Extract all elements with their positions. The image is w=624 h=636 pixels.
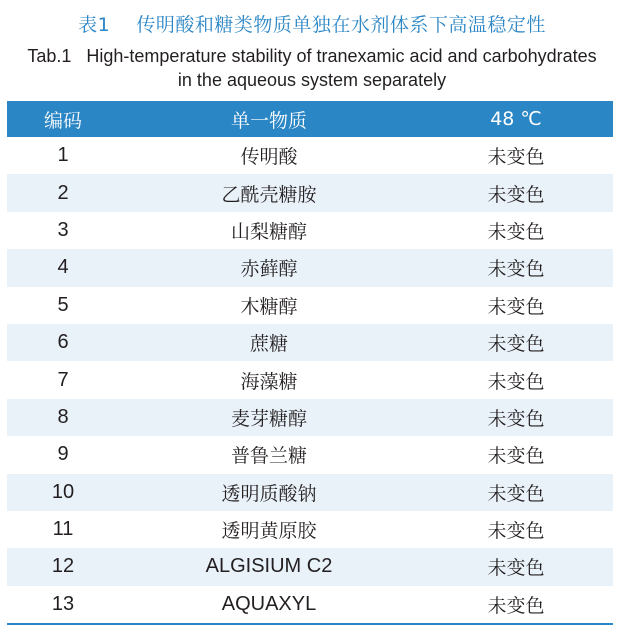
cell-code: 6 — [7, 324, 119, 361]
header-row — [7, 101, 613, 137]
cell-code: 1 — [57, 144, 69, 167]
cell-code: 9 — [57, 443, 69, 466]
cell-result: 未变色 — [487, 220, 545, 243]
cell-substance: AQUAXYL — [221, 592, 317, 615]
header-code: 编码 — [7, 101, 119, 137]
table-row — [7, 511, 613, 548]
cell-code: 3 — [57, 218, 69, 241]
caption-cn — [0, 10, 624, 37]
header-48c: 48 ℃ — [419, 101, 613, 137]
cell-result: 未变色 — [487, 520, 545, 543]
table-row — [7, 174, 613, 211]
cell-substance: 乙酰壳糖胺 — [119, 174, 419, 211]
table-row — [7, 361, 613, 398]
cell-code: 12 — [7, 548, 119, 585]
stability-table — [7, 101, 613, 623]
table-row — [7, 212, 613, 249]
cell-result: 未变色 — [419, 249, 613, 286]
cell-code: 10 — [7, 474, 119, 511]
cell-code: 13 — [51, 592, 75, 615]
cell-code: 7 — [57, 368, 69, 391]
cell-substance: 普鲁兰糖 — [230, 445, 307, 468]
table-row — [7, 287, 613, 324]
cell-substance: 透明质酸钠 — [119, 474, 419, 511]
cell-result: 未变色 — [487, 445, 545, 468]
cell-code: 4 — [7, 249, 119, 286]
caption-en — [0, 44, 624, 92]
cell-substance: 透明黄原胶 — [221, 520, 317, 543]
cell-result: 未变色 — [487, 295, 545, 318]
cell-result: 未变色 — [487, 594, 545, 617]
table-row — [7, 436, 613, 473]
bottom-rule — [7, 623, 613, 625]
cell-substance: 蔗糖 — [119, 324, 419, 361]
table-row — [7, 586, 613, 623]
table-body — [7, 137, 613, 623]
cell-substance: 山梨糖醇 — [230, 220, 307, 243]
cell-result: 未变色 — [419, 399, 613, 436]
cell-result: 未变色 — [419, 174, 613, 211]
caption-label-cn: 表1 — [78, 14, 111, 36]
cell-code: 5 — [57, 293, 69, 316]
caption-en-line-1 — [0, 44, 624, 68]
cell-code: 8 — [7, 399, 119, 436]
cell-substance: ALGISIUM C2 — [119, 548, 419, 585]
table-row — [7, 137, 613, 174]
table-row — [7, 548, 613, 585]
table-row — [7, 399, 613, 436]
cell-result: 未变色 — [419, 474, 613, 511]
cell-substance: 赤藓醇 — [119, 249, 419, 286]
cell-result: 未变色 — [487, 370, 545, 393]
table-row — [7, 324, 613, 361]
cell-substance: 传明酸 — [240, 146, 298, 169]
cell-substance: 海藻糖 — [240, 370, 298, 393]
cell-substance: 木糖醇 — [240, 295, 298, 318]
caption-title-en-line-1: High-temperature stability of tranexamic acid and carbohydrates — [86, 46, 597, 66]
cell-result: 未变色 — [419, 548, 613, 585]
header-substance: 单一物质 — [119, 101, 419, 137]
caption-title-cn: 传明酸和糖类物质单独在水剂体系下高温稳定性 — [136, 14, 546, 36]
cell-result: 未变色 — [419, 324, 613, 361]
cell-code: 11 — [52, 518, 74, 541]
table-row — [7, 474, 613, 511]
cell-code: 2 — [7, 174, 119, 211]
caption-title-en-line-2: in the aqueous system separately — [177, 70, 447, 90]
cell-substance: 麦芽糖醇 — [119, 399, 419, 436]
caption-label-en: Tab.1 — [27, 46, 72, 66]
table-row — [7, 249, 613, 286]
cell-result: 未变色 — [487, 146, 545, 169]
